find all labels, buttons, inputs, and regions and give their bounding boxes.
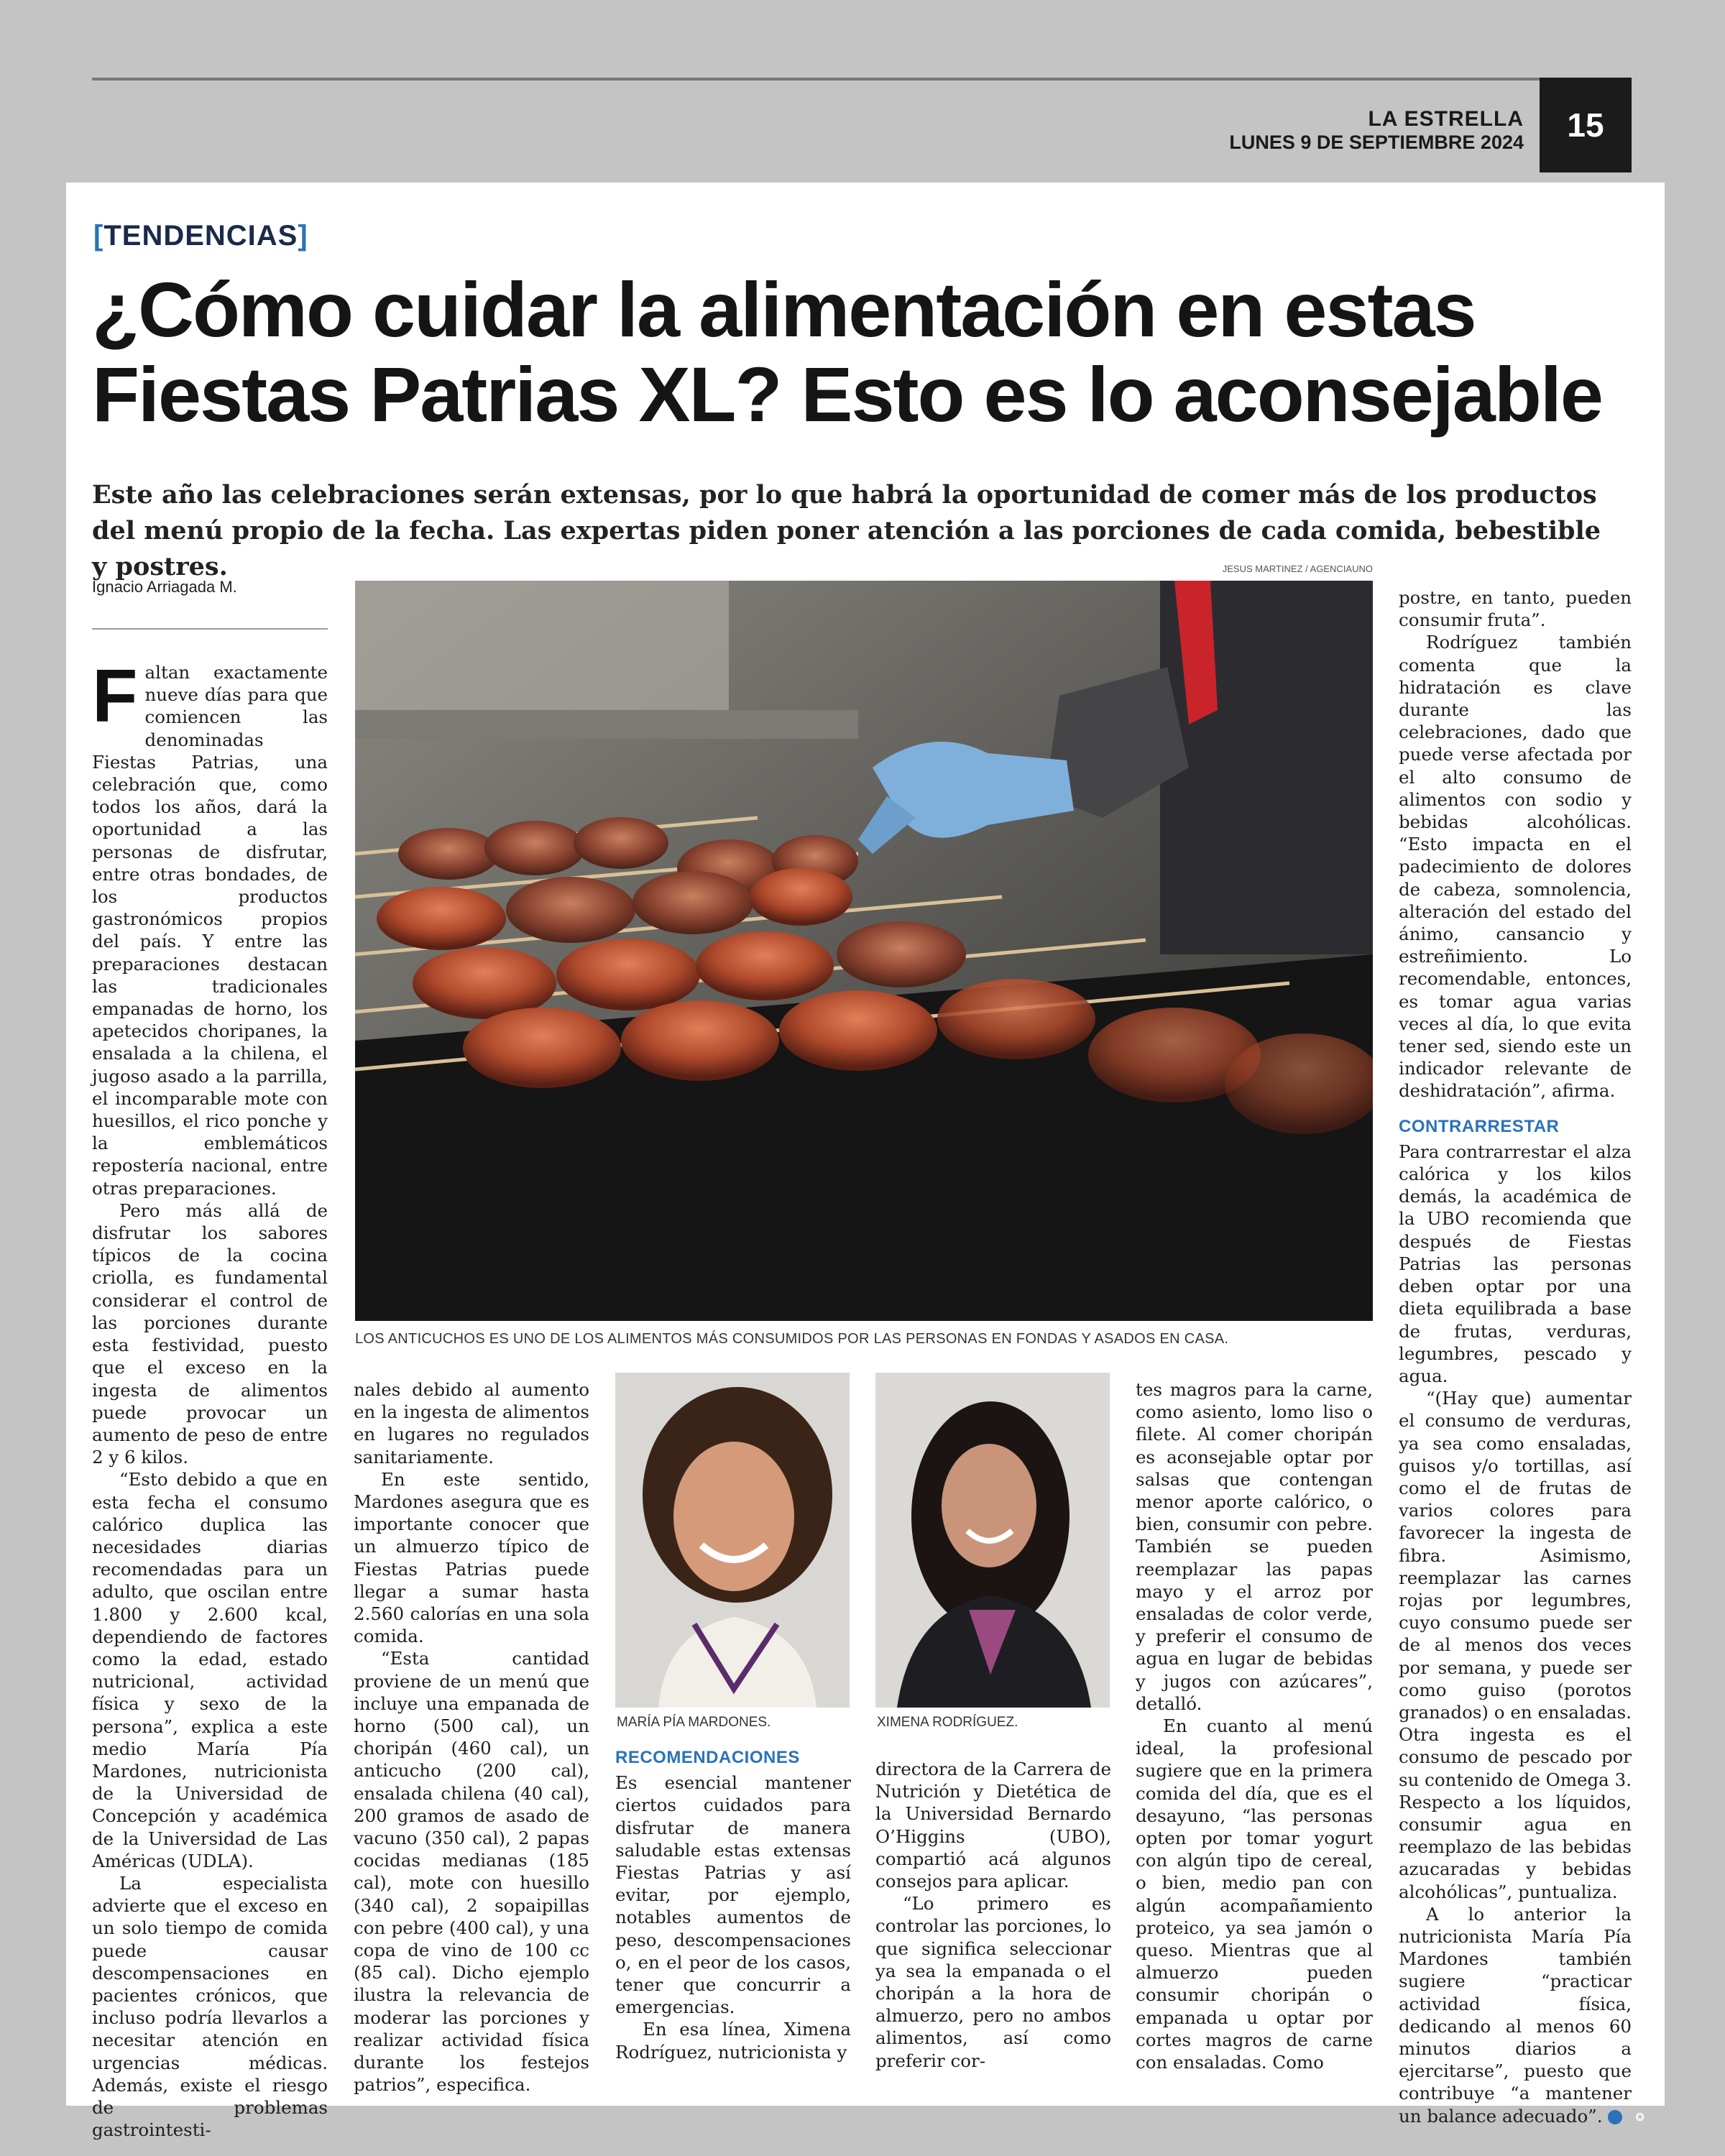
column-5 (1136, 1378, 1373, 2073)
drop-cap: F (92, 655, 138, 738)
kicker-label: TENDENCIAS (104, 220, 298, 252)
page-number: 15 (1540, 78, 1632, 172)
col3-p1: Es esencial mantener ciertos cuidados para disfrutar de manera saludable estas extensas Fiestas Patrias y así evitar, por ejemplo, notables aumentos de peso, descompensaciones o, en el peor de los casos, tener que concurrir a emergencias. (615, 1772, 851, 2018)
col6-p3: Para contrarrestar el alza calórica y los kilos demás, la académica de la UBO recomienda que después de Fiestas Patrias las personas deben optar por una dieta equilibrada a base de frutas, verduras, legumbres, pescado y agua. (1399, 1141, 1632, 1386)
col5-p1: tes magros para la carne, como asiento, lomo liso o filete. Al comer choripán es aconsejable optar por salsas que contengan menor aporte calórico, o bien, consumir con pebre. También se pueden reemplazar las papas mayo y el arroz por ensaladas de color verde, y preferir el consumo de agua en lugar de bebidas y jugos con azúcares”, detalló. (1136, 1379, 1373, 1714)
portrait-maria-pia-mardones (615, 1373, 850, 1708)
end-mark-icon: ✪ (1608, 2110, 1622, 2124)
col2-p3: “Esta cantidad proviene de un menú que incluye una empanada de horno (500 cal), un choripán (460 cal), un anticucho (200 cal), ensalada chilena (40 cal), 200 gramos de asado de vacuno (350 cal), 2 papas cocidas medianas (185 cal), mote con huesillo (340 cal), 2 sopaipillas con pebre (400 cal), y una copa de vino de 100 cc (85 cal). Dicho ejemplo ilustra la relevancia de moderar las porciones y realizar actividad física durante los festejos patrios”, especifica. (354, 1648, 589, 2096)
col1-p3: “Esto debido a que en esta fecha el consumo calórico duplica las necesidades diarias recomendadas para un adulto, que oscilan entre 1.800 y 2.600 kcal, dependiendo de factores como la edad, estado nutricional, actividad física y sexo de la persona”, explica a este medio María Pía Mardones, nutricionista de la Universidad de Concepción y académica de la Universidad de Las Américas (UDLA). (92, 1469, 328, 1871)
col1-p4: La especialista advierte que el exceso en un solo tiempo de comida puede causar descompensaciones en pacientes crónicos, que incluso podría llevarlos a necesitar atención en urgencias médicas. Además, existe el riesgo de problemas gastrointesti- (92, 1872, 328, 2141)
col6-p4: “(Hay que) aumentar el consumo de verduras, ya sea como ensaladas, guisos y/o tortillas, así como el de frutas de varios colores para favorecer la ingesta de fibra. Asimismo, reemplazar las carnes rojas por legumbres, cuyo consumo puede ser de al menos dos veces por semana, y puede ser como guiso (porotos granados) o en ensaladas. Otra ingesta es el consumo de pescado por su contenido de Omega 3. Respecto a los líquidos, consumir agua en reemplazo de las bebidas azucaradas y bebidas alcohólicas”, puntualiza. (1399, 1388, 1632, 1902)
col5-p2: En cuanto al menú ideal, la profesional sugiere que en la primera comida del día, que es el desayuno, “las personas opten por tomar yogurt con algún tipo de cereal, o bien, medio pan con algún acompañamiento proteico, ya sea jamón o queso. Mientras que al almuerzo pueden consumir choripán o empanada u optar por cortes magros de carne con ensaladas. Como (1136, 1715, 1373, 2073)
publication-name: LA ESTRELLA (1368, 107, 1524, 131)
portrait-caption-1: MARÍA PÍA MARDONES. (617, 1715, 771, 1730)
byline: Ignacio Arriagada M. (92, 578, 237, 596)
byline-rule (92, 628, 328, 630)
col6-p5-text: A lo anterior la nutricionista María Pía Mardones también sugiere “practicar actividad física, dedicando al menos 60 minutos diarios a ejercitarse”, puesto que contribuye “a mantener un balance adecuado”. (1399, 1903, 1632, 2127)
col3-p2: En esa línea, Ximena Rodríguez, nutricionista y (615, 2019, 851, 2063)
col6-p5 (1399, 1903, 1644, 2127)
paragraph (92, 655, 328, 1199)
column-4 (875, 1758, 1111, 2072)
headline: ¿Cómo cuidar la alimentación en estas Fiestas Patrias XL? Esto es lo aconsejable (92, 266, 1602, 438)
col1-p2: Pero más allá de disfrutar los sabores típicos de la cocina criolla, es fundamental considerar el control de las porciones durante esta festividad, puesto que el exceso en la ingesta de alimentos puede provocar un aumento de peso de entre 2 y 6 kilos. (92, 1199, 328, 1468)
col4-p2: “Lo primero es controlar las porciones, lo que significa seleccionar ya sea la empanada o el choripán a la hora de almuerzo, pero no ambos alimentos, así como preferir cor- (875, 1893, 1111, 2071)
col2-p2: En este sentido, Mardones asegura que es importante conocer que un almuerzo típico de Fiestas Patrias puede llegar a sumar hasta 2.560 calorías en una sola comida. (354, 1468, 589, 1647)
col1-p1: altan exactamente nueve días para que comiencen las denominadas Fiestas Patrias, una celebración que, como todos los años, dará la oportunidad a las personas de disfrutar, entre otras bondades, de los productos gastronómicos propios del país. Y entre las preparaciones destacan las tradicionales empanadas de horno, los apetecidos choripanes, la ensalada a la chilena, el jugoso asado a la parrilla, el incomparable mote con huesillos, el rico ponche y la emblemáticos repostería nacional, entre otras preparaciones. (92, 662, 328, 1199)
col6-p1: postre, en tanto, pueden consumir fruta”. (1399, 587, 1632, 631)
column-1 (92, 655, 328, 2141)
col6-p2: Rodríguez también comenta que la hidratación es clave durante las celebraciones, dado que puede verse afectada por el alto consumo de alimentos con sodio y bebidas alcohólicas. “Esto impacta en el padecimiento de dolores de cabeza, somnolencia, alteración del estado del ánimo, cansancio y estreñimiento. Lo recomendable, entonces, es tomar agua varias veces al día, lo que evita tener sed, siendo este un indicador relevante de deshidratación”, afirma. (1399, 632, 1632, 1102)
portrait-ximena-rodriguez (875, 1373, 1110, 1708)
column-2 (354, 1378, 589, 2096)
issue-date: LUNES 9 DE SEPTIEMBRE 2024 (1229, 132, 1524, 153)
col4-p1: directora de la Carrera de Nutrición y Dietética de la Universidad Bernardo O’Higgins (UBO), compartió acá algunos consejos para aplicar. (875, 1759, 1111, 1892)
column-6 (1399, 586, 1644, 2127)
photo-caption: LOS ANTICUCHOS ES UNO DE LOS ALIMENTOS MÁS CONSUMIDOS POR LAS PERSONAS EN FONDAS Y ASADOS EN CASA. (355, 1331, 1229, 1347)
portrait-caption-2: XIMENA RODRÍGUEZ. (877, 1715, 1018, 1730)
subhead-contrarrestar: CONTRARRESTAR (1399, 1116, 1560, 1136)
deck: Este año las celebraciones serán extensas, por lo que habrá la oportunidad de comer más de los productos del menú propio de la fecha. Las expertas piden poner atención a las porciones de cada comida, bebestible y postres. (92, 480, 1601, 581)
section-kicker: [TENDENCIAS] (93, 220, 308, 252)
col2-p1: nales debido al aumento en la ingesta de alimentos en lugares no regulados sanitariamente. (354, 1379, 589, 1468)
subhead-recomendaciones: RECOMENDACIONES (615, 1748, 800, 1767)
main-photo (355, 581, 1373, 1321)
photo-credit: JESUS MARTINEZ / AGENCIAUNO (1222, 563, 1373, 574)
top-rule (92, 78, 1632, 80)
masthead (1229, 108, 1524, 154)
column-3 (615, 1746, 851, 2063)
